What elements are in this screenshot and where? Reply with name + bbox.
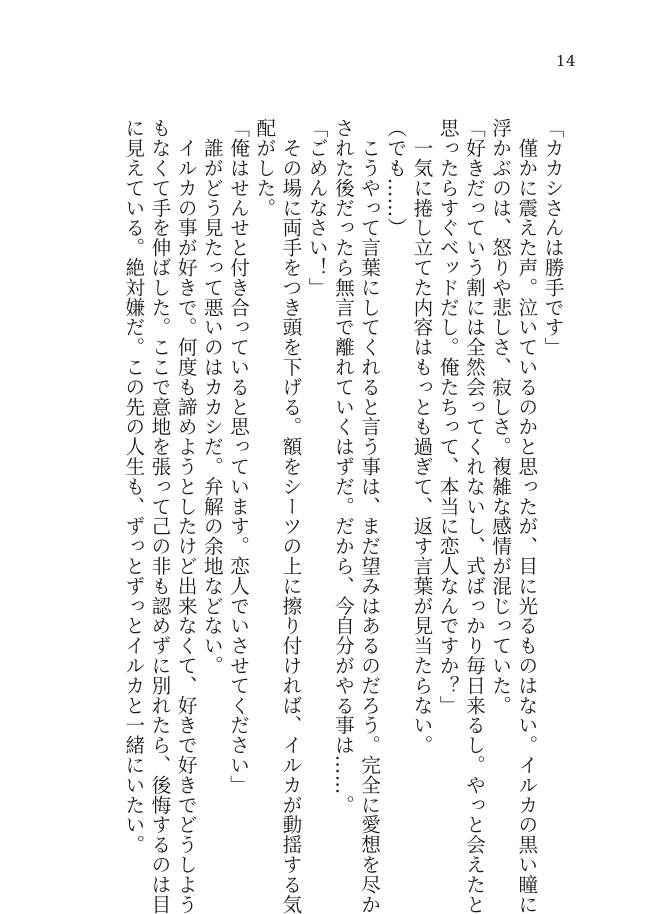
text-line: （でも……） bbox=[383, 118, 407, 238]
vertical-text-body bbox=[120, 118, 565, 914]
text-line: その場に両手をつき頭を下げる。額をシーツの上に擦り付ければ、イルカが動揺する気 bbox=[278, 118, 302, 914]
text-line: された後だったら無言で離れていくはずだ。だから、今自分がやる事は……。 bbox=[331, 118, 355, 815]
text-line: 「好きだっていう割には全然会ってくれないし、式ばっかり毎日来るし。やっと会えたと bbox=[462, 118, 486, 914]
text-line: 思ったらすぐベッドだし。俺たちって、本当に恋人なんですか？」 bbox=[436, 118, 460, 715]
text-line: こうやって言葉にしてくれると言う事は、まだ望みはあるのだろう。完全に愛想を尽か bbox=[357, 118, 381, 914]
text-line: 誰がどう見たって悪いのはカカシだ。弁解の余地などない。 bbox=[200, 118, 224, 676]
text-line: 浮かぶのは、怒りや悲しさ、寂しさ。複雑な感情が混じっていた。 bbox=[488, 118, 512, 715]
text-line: イルカの事が好きで。何度も諦めようとしたけど出来なくて、好きで好きでどうしよう bbox=[174, 118, 198, 914]
text-line: 一気に捲し立てた内容はもっとも過ぎて、返す言葉が見当たらない。 bbox=[409, 118, 433, 755]
text-line: もなくて手を伸ばした。ここで意地を張って己の非も認めずに別れたら、後悔するのは目 bbox=[147, 118, 171, 914]
text-line: 「俺はせんせと付き合っていると思っています。恋人でいさせてください」 bbox=[226, 118, 250, 795]
page-number: 14 bbox=[555, 52, 577, 70]
text-line: 僅かに震えた声。泣いているのかと思ったが、目に光るものはない。イルカの黒い瞳に bbox=[514, 118, 538, 914]
text-line: に見えている。絶対嫌だ。この先の人生も、ずっとずっとイルカと一緒にいたい。 bbox=[121, 118, 145, 855]
text-line: 「ごめんなさい！」 bbox=[305, 118, 329, 298]
text-line: 「カカシさんは勝手です」 bbox=[541, 118, 564, 357]
text-line: 配がした。 bbox=[252, 118, 276, 218]
